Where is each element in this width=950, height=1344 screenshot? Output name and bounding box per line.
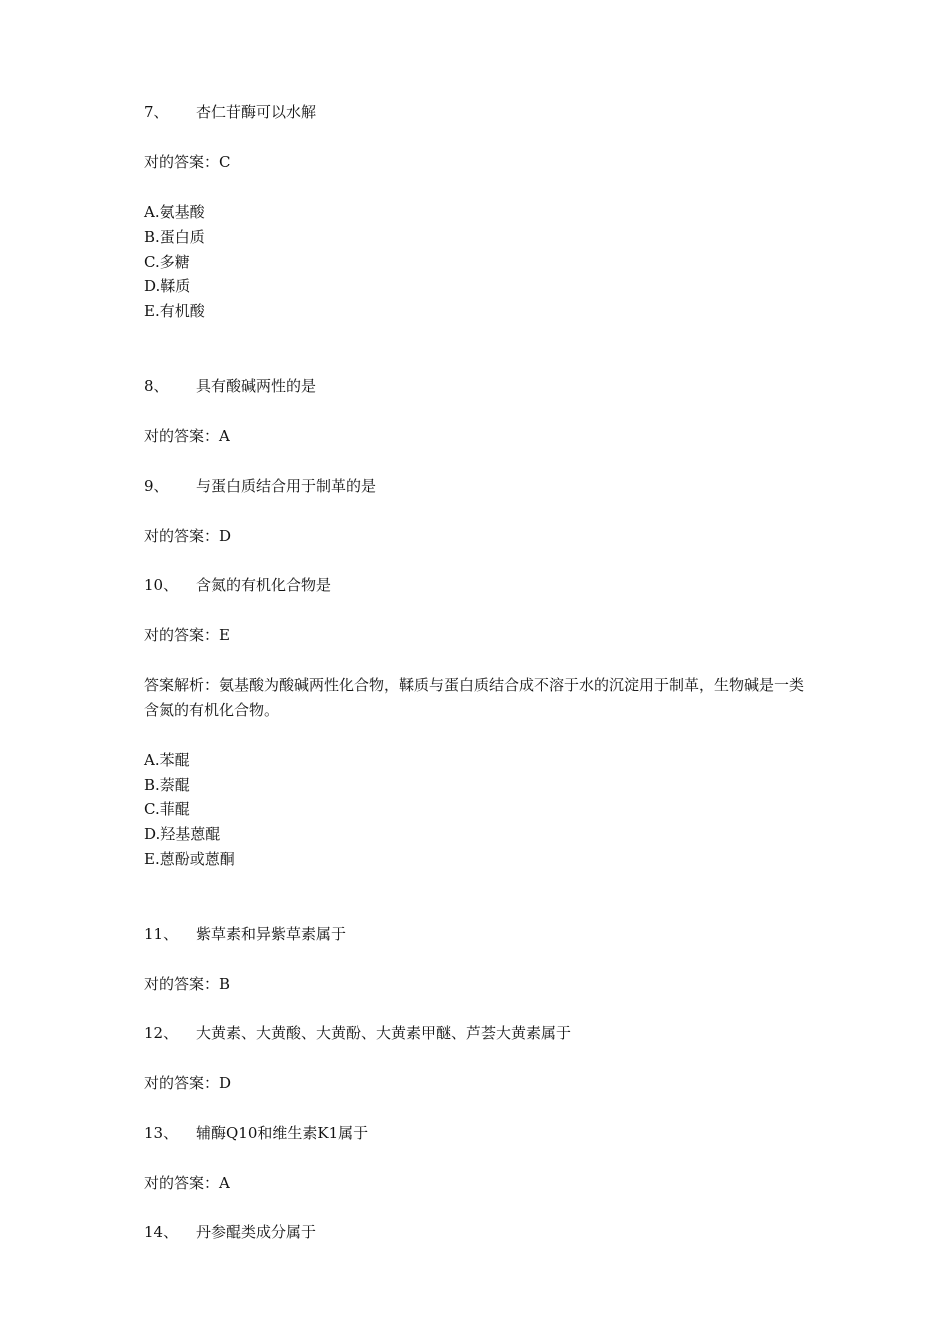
question-number: 8、 xyxy=(144,377,169,395)
question-11 xyxy=(144,924,346,944)
option-c: C.多糖 xyxy=(144,253,190,271)
question-10 xyxy=(144,575,331,595)
answer-line: 对的答案：D xyxy=(144,1074,232,1092)
question-text: 与蛋白质结合用于制革的是 xyxy=(196,477,377,495)
option-d: D.羟基蒽醌 xyxy=(144,825,221,843)
question-text: 紫草素和异紫草素属于 xyxy=(196,925,347,943)
question-13 xyxy=(144,1123,368,1143)
answer-line: 对的答案：D xyxy=(144,527,232,545)
question-text: 丹参醌类成分属于 xyxy=(196,1223,317,1241)
question-8 xyxy=(144,376,316,396)
option-a: A.苯醌 xyxy=(144,751,190,769)
option-e: E.蒽酚或蒽酮 xyxy=(144,850,235,868)
answer-line: 对的答案：B xyxy=(144,975,231,993)
option-a: A.氨基酸 xyxy=(144,203,205,221)
question-12 xyxy=(144,1023,571,1043)
question-7 xyxy=(144,102,316,122)
question-number: 10、 xyxy=(144,576,179,594)
question-number: 7、 xyxy=(144,103,169,121)
question-text: 杏仁苷酶可以水解 xyxy=(196,103,317,121)
option-b: B.蛋白质 xyxy=(144,228,205,246)
question-9 xyxy=(144,476,376,496)
option-c: C.菲醌 xyxy=(144,800,190,818)
question-text: 辅酶Q10和维生素K1属于 xyxy=(196,1124,369,1142)
option-d: D.鞣质 xyxy=(144,277,191,295)
option-e: E.有机酸 xyxy=(144,302,205,320)
answer-explanation: 答案解析：氨基酸为酸碱两性化合物，鞣质与蛋白质结合成不溶于水的沉淀用于制革，生物碱是一类含氮的有机化合物。 xyxy=(144,676,805,719)
question-number: 13、 xyxy=(144,1124,179,1142)
answer-line: 对的答案：A xyxy=(144,1174,230,1192)
question-text: 具有酸碱两性的是 xyxy=(196,377,317,395)
answer-line: 对的答案：E xyxy=(144,626,230,644)
answer-line: 对的答案：A xyxy=(144,427,230,445)
question-number: 12、 xyxy=(144,1024,179,1042)
question-14 xyxy=(144,1222,316,1242)
question-text: 大黄素、大黄酸、大黄酚、大黄素甲醚、芦荟大黄素属于 xyxy=(196,1024,572,1042)
question-number: 9、 xyxy=(144,477,169,495)
answer-line: 对的答案：C xyxy=(144,153,231,171)
question-number: 14、 xyxy=(144,1223,179,1241)
option-b: B.萘醌 xyxy=(144,776,190,794)
question-text: 含氮的有机化合物是 xyxy=(196,576,332,594)
question-number: 11、 xyxy=(144,925,179,943)
